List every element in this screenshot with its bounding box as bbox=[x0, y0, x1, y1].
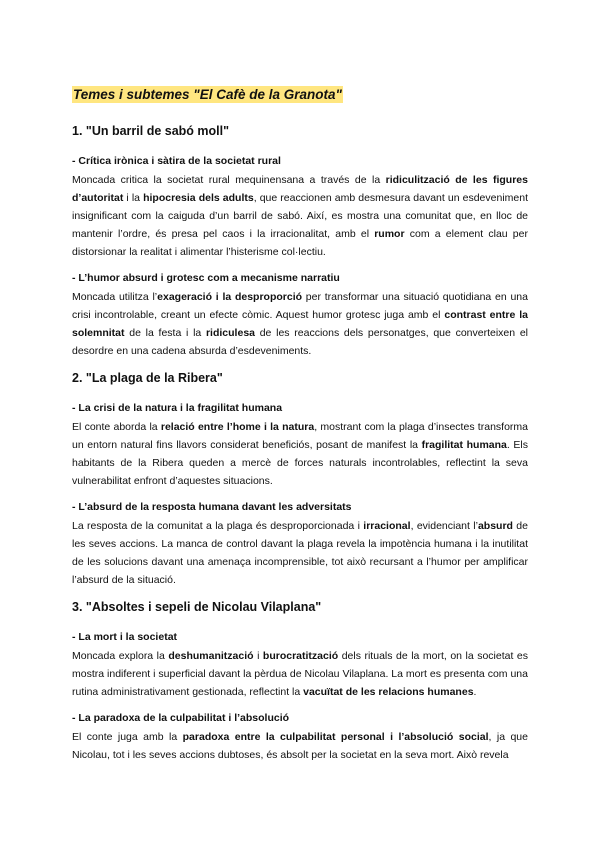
subsection bbox=[72, 401, 528, 490]
paragraph bbox=[72, 288, 528, 360]
text-run: La resposta de la comunitat a la plaga és desproporcionada i bbox=[72, 520, 364, 532]
subsection bbox=[72, 630, 528, 701]
text-run: , que reaccionen amb desmesura davant un esdeveniment insignificant com la caiguda d’un barril de sabó. Així, es mostra una comunitat que, en lloc de mantenir l’ordre, és presa pel caos i la irracionalitat, amb el bbox=[72, 192, 528, 240]
text-run: Moncada critica la societat rural mequinensana a través de la bbox=[72, 174, 386, 186]
subsection-heading: - La paradoxa de la culpabilitat i l’absolució bbox=[72, 712, 290, 724]
text-run: de la festa i la bbox=[124, 327, 206, 339]
text-run: Moncada explora la bbox=[72, 650, 169, 662]
text-run: Moncada utilitza l’ bbox=[72, 291, 158, 303]
subsection-heading: - La crisi de la natura i la fragilitat humana bbox=[72, 402, 283, 414]
text-run: . Els habitants de la Ribera queden a mercè de forces naturals incontrolables, reflectint la seva vulnerabilitat enfront d’aquestes situacions. bbox=[72, 439, 528, 487]
subsection-heading: - L’absurd de la resposta humana davant les adversitats bbox=[72, 501, 352, 513]
paragraph bbox=[72, 418, 528, 490]
bold-text-run: rumor bbox=[374, 228, 405, 240]
bold-text-run: deshumanització bbox=[168, 650, 254, 662]
section-2 bbox=[72, 370, 528, 589]
subsection bbox=[72, 711, 528, 764]
bold-text-run: exageració i la desproporció bbox=[157, 291, 303, 303]
bold-text-run: irracional bbox=[363, 520, 411, 532]
bold-text-run: hipocresia dels adults bbox=[143, 192, 254, 204]
paragraph bbox=[72, 517, 528, 589]
text-run: , mostrant com la plaga d’insectes transforma un entorn natural fins llavors considerat beneficiós, posant de manifest la bbox=[72, 421, 528, 451]
text-run: com a element clau per distorsionar la realitat i alimentar l’histerisme col·lectiu. bbox=[72, 228, 528, 258]
text-run: dels rituals de la mort, on la societat es mostra indiferent i superficial davant la pèrdua de Nicolau Vilaplana. La mort es presenta com una rutina administrativament gestionada, reflectint la bbox=[72, 650, 529, 698]
section-heading: 1. "Un barril de sabó moll" bbox=[72, 124, 230, 138]
text-run: El conte juga amb la bbox=[72, 731, 183, 743]
section-1 bbox=[72, 123, 528, 360]
text-run: . bbox=[473, 686, 477, 698]
text-run: i bbox=[253, 650, 263, 662]
section-3 bbox=[72, 599, 528, 764]
document-title: Temes i subtemes "El Cafè de la Granota" bbox=[73, 87, 342, 102]
bold-text-run: contrast entre la solemnitat bbox=[72, 309, 528, 339]
bold-text-run: ridiculesa bbox=[205, 327, 255, 339]
paragraph bbox=[72, 647, 528, 701]
bold-text-run: fragilitat humana bbox=[421, 439, 507, 451]
subsection-heading: - Crítica irònica i sàtira de la societat rural bbox=[72, 155, 281, 167]
text-run: , evidenciant l’ bbox=[410, 520, 478, 532]
bold-text-run: burocratització bbox=[262, 650, 339, 662]
paragraph bbox=[72, 728, 528, 764]
subsection bbox=[72, 271, 528, 360]
text-run: de les seves accions. La manca de control davant la plaga revela la impotència humana i la inutilitat de les solucions davant una amenaça incomprensible, tot això recursant a l’humor per amplificar l’absurd de la situació. bbox=[72, 520, 528, 586]
text-run: de les reaccions dels personatges, que converteixen el desordre en una cadena absurda d’esdeveniments. bbox=[72, 327, 529, 357]
paragraph bbox=[72, 171, 528, 261]
subsection-heading: - La mort i la societat bbox=[72, 631, 178, 643]
bold-text-run: ridiculització de les figures d’autoritat bbox=[72, 174, 528, 204]
bold-text-run: vacuïtat de les relacions humanes bbox=[303, 686, 474, 698]
text-run: per transformar una situació quotidiana en una crisi incontrolable, creant un efecte còmic. Aquest humor grotesc juga amb el bbox=[72, 291, 528, 321]
bold-text-run: absurd bbox=[477, 520, 513, 532]
bold-text-run: paradoxa entre la culpabilitat personal i l’absolució social bbox=[182, 731, 489, 743]
text-run: El conte aborda la bbox=[72, 421, 161, 433]
subsection-heading: - L’humor absurd i grotesc com a mecanisme narratiu bbox=[72, 272, 340, 284]
bold-text-run: relació entre l’home i la natura bbox=[160, 421, 315, 433]
section-heading: 2. "La plaga de la Ribera" bbox=[72, 371, 223, 385]
text-run: , ja que Nicolau, tot i les seves accions dubtoses, és absolt per la societat en la seva mort. Això revela bbox=[72, 731, 528, 761]
text-run: i la bbox=[123, 192, 144, 204]
subsection bbox=[72, 154, 528, 261]
subsection bbox=[72, 500, 528, 589]
section-heading: 3. "Absoltes i sepeli de Nicolau Vilaplana" bbox=[72, 600, 322, 614]
